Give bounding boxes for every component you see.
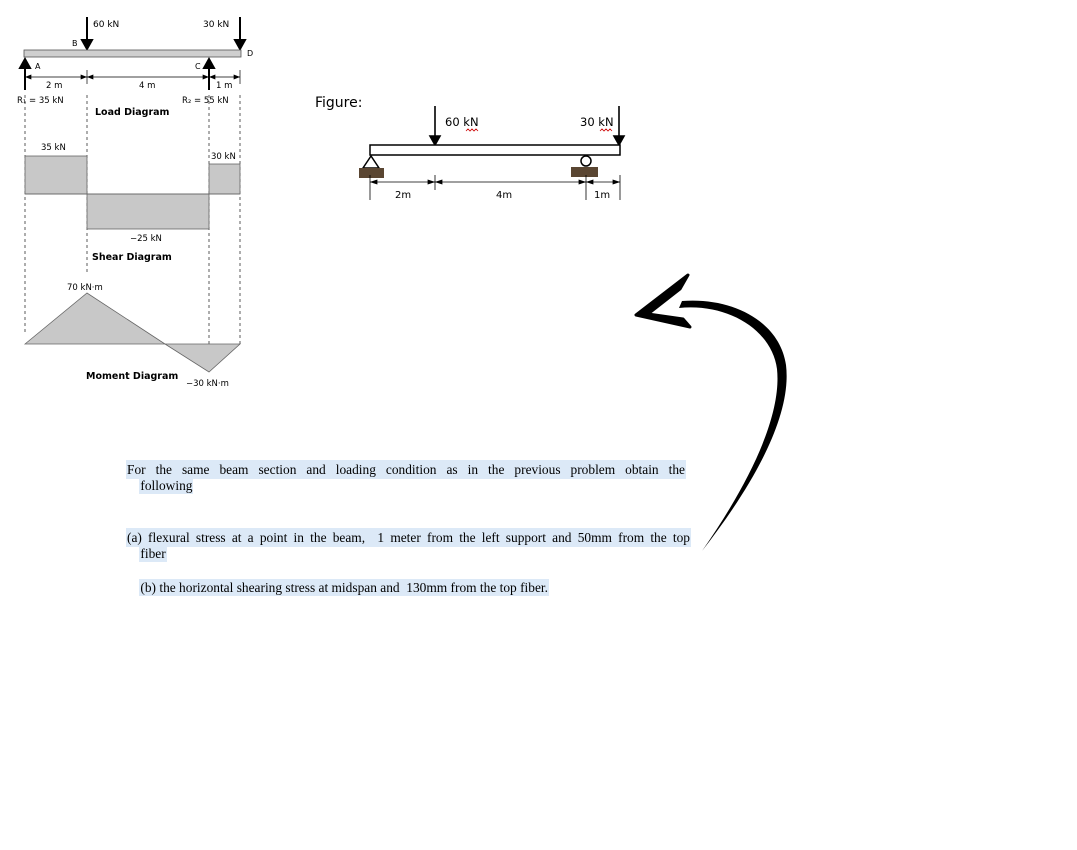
problem-line-5 — [126, 562, 549, 613]
reaction-arrow-r1 — [20, 59, 30, 90]
span-label-3: 1 m — [216, 81, 233, 91]
load-label-60: 60 kN — [93, 20, 120, 30]
figure-load-arrow-30 — [614, 106, 624, 145]
figure-load-label-30: 30 kN — [580, 115, 614, 129]
reaction-arrow-r2 — [204, 59, 214, 90]
spell-squiggle-2 — [600, 129, 612, 131]
beam-figure — [300, 80, 640, 210]
shear-block-cd — [209, 164, 240, 194]
reaction-label-r1: R₁ = 35 kN — [17, 96, 64, 106]
problem-text-3: (a) flexural stress at a point in the beam, 1 meter from the left support and 50mm from the top — [127, 530, 690, 545]
point-label-b: B — [72, 39, 78, 48]
load-shear-moment-diagram — [0, 0, 270, 400]
shear-label-30: 30 kN — [211, 152, 236, 162]
roller-support — [581, 156, 591, 166]
shear-block-ab — [25, 156, 87, 194]
shear-block-bc — [87, 194, 209, 229]
span-label-2: 4 m — [139, 81, 156, 91]
figure-load-arrow-60 — [430, 106, 440, 145]
figure-span-label-1: 2m — [395, 190, 412, 201]
span-label-1: 2 m — [46, 81, 63, 91]
problem-text-4: fiber — [140, 546, 166, 561]
problem-text-2: following — [140, 478, 193, 493]
moment-diagram-title: Moment Diagram — [86, 371, 179, 382]
figure-span-label-2: 4m — [496, 190, 513, 201]
load-arrow-30 — [235, 17, 245, 49]
roller-support-ground — [571, 167, 598, 177]
load-arrow-60 — [82, 17, 92, 49]
curved-arrow-head — [636, 275, 690, 327]
spell-squiggle-1 — [466, 129, 478, 131]
moment-positive-area — [25, 293, 165, 344]
pin-support — [363, 156, 379, 168]
shear-label-35: 35 kN — [41, 143, 66, 153]
point-label-d: D — [247, 49, 254, 58]
figure-span-label-3: 1m — [594, 190, 611, 201]
curved-arrow-stroke — [679, 301, 787, 551]
problem-text-5: (b) the horizontal shearing stress at midspan and 130mm from the top fiber. — [140, 580, 548, 595]
figure-load-label-60: 60 kN — [445, 115, 479, 129]
load-diagram-title: Load Diagram — [95, 107, 170, 118]
reaction-label-r2: R₂ = 55 kN — [182, 96, 229, 106]
pin-support-ground — [359, 168, 384, 178]
beam — [24, 50, 241, 57]
figure-label: Figure: — [315, 95, 363, 111]
moment-label-70: 70 kN·m — [67, 283, 103, 293]
point-label-c: C — [195, 62, 201, 71]
shear-diagram-title: Shear Diagram — [92, 252, 172, 263]
problem-text-1: For the same beam section and loading condition as in the previous problem obtain the — [127, 462, 685, 477]
load-label-30: 30 kN — [203, 20, 230, 30]
moment-label-neg30: −30 kN·m — [186, 379, 229, 389]
figure-beam — [370, 145, 620, 155]
moment-negative-area — [165, 344, 240, 372]
shear-label-neg25: −25 kN — [130, 234, 162, 244]
point-label-a: A — [35, 62, 41, 71]
